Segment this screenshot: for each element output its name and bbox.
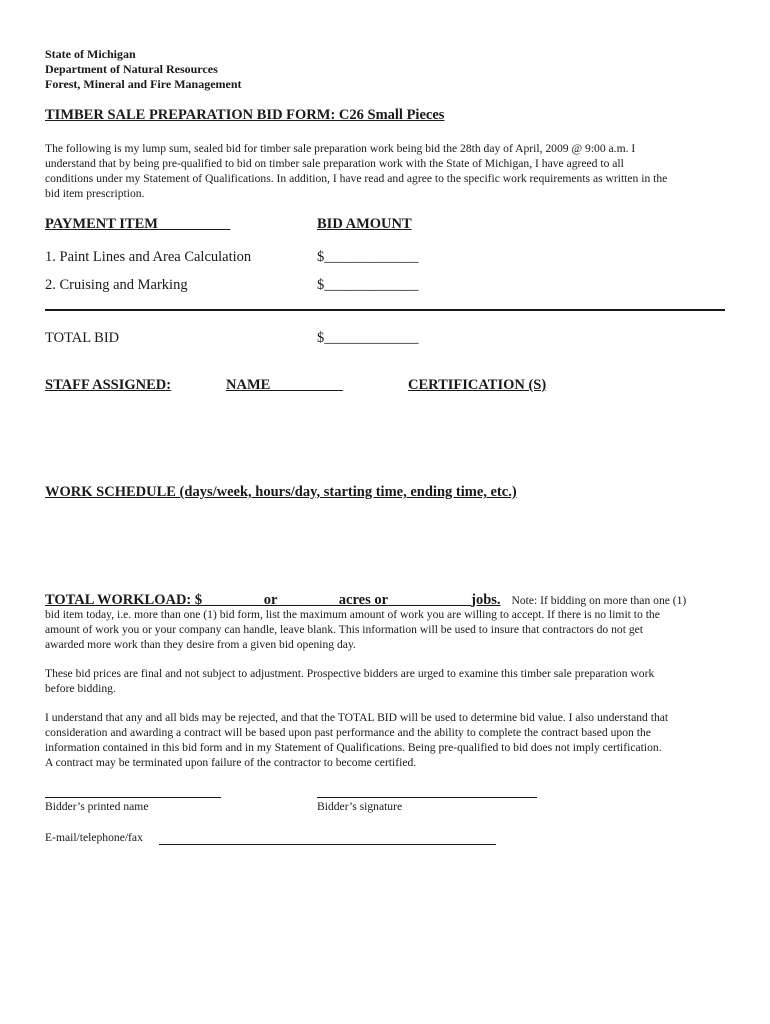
total-bid-amount-field[interactable]: $_____________ (317, 330, 419, 346)
intro-line-2: understand that by being pre-qualified to bid on timber sale preparation work with the State of Michigan, I have agreed to all (45, 157, 624, 170)
contact-field-line[interactable] (159, 844, 496, 845)
printed-name-label: Bidder’s printed name (45, 800, 149, 813)
form-title: TIMBER SALE PREPARATION BID FORM: C26 Small Pieces (45, 107, 445, 123)
total-workload-fields[interactable]: TOTAL WORKLOAD: $________ or ________acres or ___________jobs. (45, 592, 501, 608)
divider-rule (45, 309, 725, 311)
intro-line-3: conditions under my Statement of Qualifications. In addition, I have read and agree to the specific work requirements as written in the (45, 172, 668, 185)
rejection-line-1: I understand that any and all bids may be rejected, and that the TOTAL BID will be used to determine bid value. I also understand that (45, 711, 669, 724)
workload-line-3: amount of work you or your company can handle, leave blank. This information will be used to insure that contractors do not get (45, 623, 644, 636)
total-workload-row (45, 591, 686, 609)
payment-item-2-amount-field[interactable]: $_____________ (317, 277, 419, 293)
staff-assigned-label: STAFF ASSIGNED: (45, 377, 172, 393)
rejection-line-3: information contained in this bid form and in my Statement of Qualifications. Being pre-qualified to bid does not imply certification. (45, 741, 662, 754)
contact-label: E-mail/telephone/fax (45, 831, 143, 844)
signature-line[interactable] (317, 797, 537, 798)
rejection-line-2: consideration and awarding a contract will be based upon past performance and the ability to complete the contract based upon the (45, 726, 651, 739)
bid-form-page (45, 0, 730, 1024)
total-workload-note: Note: If bidding on more than one (1) (511, 594, 687, 607)
workload-line-4: awarded more work than they desire from a given bid opening day. (45, 638, 356, 651)
payment-item-2-label: 2. Cruising and Marking (45, 277, 188, 293)
payment-item-1-amount-field[interactable]: $_____________ (317, 249, 419, 265)
payment-item-header: PAYMENT ITEM (45, 216, 231, 232)
final-prices-line-1: These bid prices are final and not subject to adjustment. Prospective bidders are urged to examine this timber sale preparation work (45, 667, 655, 680)
signature-label: Bidder’s signature (317, 800, 403, 813)
header-department: Department of Natural Resources (45, 62, 218, 76)
work-schedule-label: WORK SCHEDULE (days/week, hours/day, starting time, ending time, etc.) (45, 484, 517, 500)
intro-line-4: bid item prescription. (45, 187, 145, 200)
staff-certification-header: CERTIFICATION (S) (408, 377, 547, 393)
final-prices-line-2: before bidding. (45, 682, 116, 695)
header-division: Forest, Mineral and Fire Management (45, 77, 242, 91)
rejection-line-4: A contract may be terminated upon failure of the contractor to become certified. (45, 756, 417, 769)
workload-line-2: bid item today, i.e. more than one (1) bid form, list the maximum amount of work you are willing to accept. If there is no limit to the (45, 608, 660, 621)
staff-name-header: NAME (226, 377, 343, 393)
printed-name-line[interactable] (45, 797, 221, 798)
payment-item-1-label: 1. Paint Lines and Area Calculation (45, 249, 252, 265)
total-bid-label: TOTAL BID (45, 330, 120, 346)
bid-amount-header: BID AMOUNT (317, 216, 412, 232)
header-state: State of Michigan (45, 47, 136, 61)
intro-line-1: The following is my lump sum, sealed bid for timber sale preparation work being bid the 28th day of April, 2009 @ 9:00 a.m. I (45, 142, 636, 155)
